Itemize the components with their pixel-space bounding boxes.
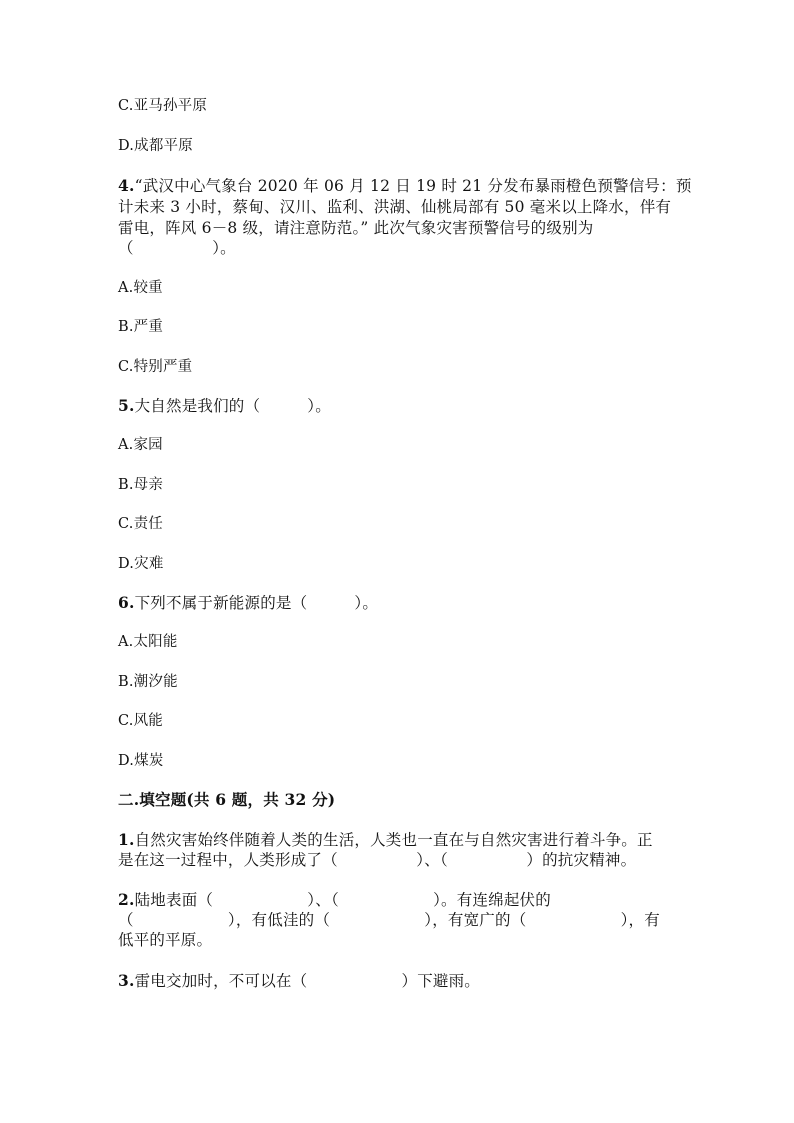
fill2-line-1 bbox=[118, 890, 551, 910]
fill1-line-1 bbox=[118, 830, 653, 850]
q4-option-c: C.特别严重 bbox=[118, 359, 193, 375]
q6-question bbox=[118, 593, 378, 613]
q4-number: 4. bbox=[118, 176, 135, 195]
q6-option-a: A.太阳能 bbox=[118, 634, 178, 650]
fill1-text-1: 自然灾害始终伴随着人类的生活，人类也一直在与自然灾害进行着斗争。正 bbox=[134, 831, 653, 849]
q4-line-4: （ ）。 bbox=[118, 239, 236, 257]
q5-option-d: D.灾难 bbox=[118, 556, 164, 572]
q6-option-b: B.潮汐能 bbox=[118, 674, 178, 690]
q3-option-c: C.亚马孙平原 bbox=[118, 98, 208, 114]
q5-text: 大自然是我们的（ ）。 bbox=[134, 397, 331, 415]
fill3-number: 3. bbox=[118, 971, 135, 990]
q5-option-b: B.母亲 bbox=[118, 477, 164, 493]
q6-text: 下列不属于新能源的是（ ）。 bbox=[134, 594, 379, 612]
q5-question bbox=[118, 396, 331, 416]
fill2-number: 2. bbox=[118, 890, 135, 909]
fill3-question bbox=[118, 971, 480, 991]
q4-option-a: A.较重 bbox=[118, 280, 163, 296]
q6-number: 6. bbox=[118, 593, 135, 612]
q6-option-c: C.风能 bbox=[118, 713, 163, 729]
fill2-line-2: （ ），有低洼的（ ），有宽广的（ ），有 bbox=[118, 911, 660, 929]
q4-line-3: 雷电，阵风 6－8 级，请注意防范。” 此次气象灾害预警信号的级别为 bbox=[118, 219, 594, 237]
q6-option-d: D.煤炭 bbox=[118, 753, 164, 769]
q4-option-b: B.严重 bbox=[118, 319, 164, 335]
q5-option-c: C.责任 bbox=[118, 516, 163, 532]
fill1-number: 1. bbox=[118, 830, 135, 849]
q5-number: 5. bbox=[118, 396, 135, 415]
section-2-title: 二.填空题(共 6 题，共 32 分) bbox=[118, 790, 336, 809]
q4-line-1 bbox=[118, 176, 692, 196]
fill2-text-1: 陆地表面（ ）、（ ）。有连绵起伏的 bbox=[134, 891, 551, 909]
fill3-text: 雷电交加时，不可以在（ ）下避雨。 bbox=[134, 972, 480, 990]
q3-option-d: D.成都平原 bbox=[118, 138, 193, 154]
fill2-line-3: 低平的平原。 bbox=[118, 931, 213, 949]
fill1-line-2: 是在这一过程中，人类形成了（ ）、（ ）的抗灾精神。 bbox=[118, 851, 637, 869]
q4-line-2: 计未来 3 小时，蔡甸、汉川、监利、洪湖、仙桃局部有 50 毫米以上降水，伴有 bbox=[118, 198, 672, 216]
q4-text-1: “武汉中心气象台 2020 年 06 月 12 日 19 时 21 分发布暴雨橙色预警信号：预 bbox=[134, 177, 692, 195]
q5-option-a: A.家园 bbox=[118, 437, 163, 453]
